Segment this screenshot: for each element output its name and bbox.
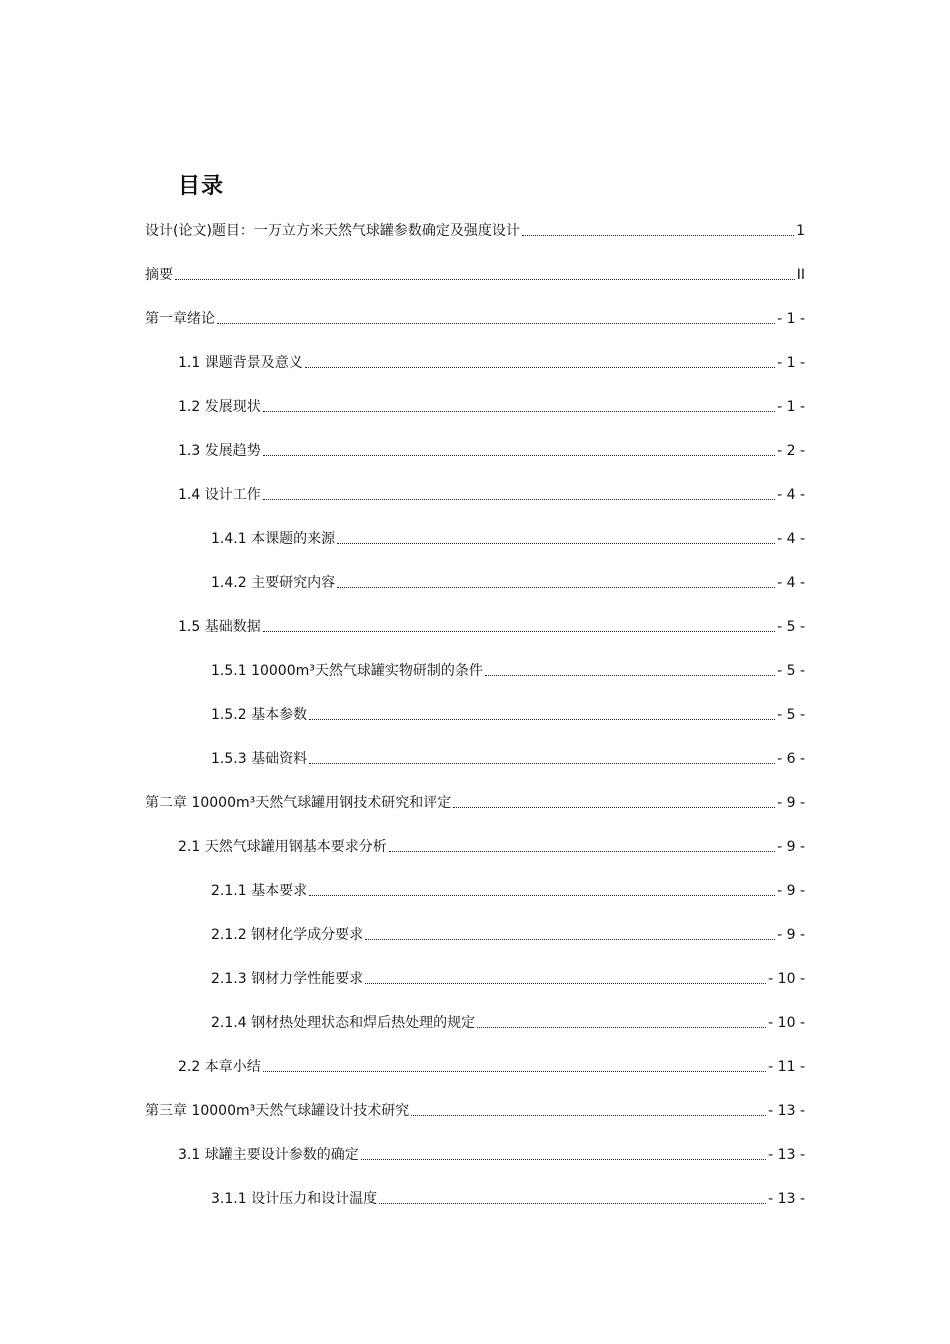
toc-entry[interactable] (178, 1140, 805, 1170)
toc-entry-label: 第三章 10000m³天然气球罐设计技术研究 (145, 1103, 410, 1119)
toc-entry-label: 2.1.4 钢材热处理状态和焊后热处理的规定 (211, 1015, 476, 1031)
toc-entry-page-number: - 1 - (777, 311, 805, 327)
toc-dot-leader (485, 675, 775, 676)
toc-entry[interactable] (211, 568, 805, 598)
toc-entry-label: 1.2 发展现状 (178, 399, 261, 415)
toc-entry-page-number: - 5 - (777, 663, 805, 679)
toc-entry-label: 设计(论文)题目：一万立方米天然气球罐参数确定及强度设计 (145, 223, 520, 239)
toc-entry-page-number: - 4 - (777, 487, 805, 503)
toc-entry[interactable] (145, 788, 805, 818)
toc-entry-label: 2.1.1 基本要求 (211, 883, 308, 899)
toc-entry-label: 第二章 10000m³天然气球罐用钢技术研究和评定 (145, 795, 452, 811)
toc-entry[interactable] (211, 700, 805, 730)
toc-dot-leader (361, 1159, 766, 1160)
toc-dot-leader (217, 323, 775, 324)
toc-dot-leader (411, 1115, 766, 1116)
toc-entry[interactable] (145, 304, 805, 334)
toc-entry-label: 1.4 设计工作 (178, 487, 261, 503)
toc-dot-leader (263, 411, 775, 412)
toc-entry[interactable] (145, 1096, 805, 1126)
toc-entry[interactable] (178, 436, 805, 466)
toc-dot-leader (263, 631, 775, 632)
toc-entry-page-number: - 9 - (777, 795, 805, 811)
toc-entry[interactable] (178, 612, 805, 642)
toc-entry-label: 1.5.1 10000m³天然气球罐实物研制的条件 (211, 663, 483, 679)
toc-entry-page-number: - 6 - (777, 751, 805, 767)
toc-dot-leader (263, 1071, 766, 1072)
toc-entry-page-number: - 9 - (777, 927, 805, 943)
toc-entry-label: 摘要 (145, 267, 173, 283)
toc-title: 目录 (178, 174, 225, 199)
toc-entry-page-number: - 11 - (768, 1059, 805, 1075)
toc-entry-page-number: - 10 - (768, 1015, 805, 1031)
toc-entry[interactable] (178, 832, 805, 862)
toc-entry[interactable] (178, 392, 805, 422)
toc-entry-page-number: - 1 - (777, 355, 805, 371)
toc-dot-leader (365, 983, 766, 984)
toc-entry-label: 1.5.3 基础资料 (211, 751, 308, 767)
toc-dot-leader (263, 499, 775, 500)
toc-entry-page-number: - 10 - (768, 971, 805, 987)
toc-dot-leader (305, 367, 775, 368)
toc-entry[interactable] (211, 524, 805, 554)
toc-entry-page-number: - 5 - (777, 619, 805, 635)
toc-entry[interactable] (178, 1052, 805, 1082)
toc-entry-page-number: - 5 - (777, 707, 805, 723)
toc-entry-label: 3.1 球罐主要设计参数的确定 (178, 1147, 359, 1163)
toc-entry[interactable] (178, 480, 805, 510)
toc-dot-leader (337, 543, 775, 544)
toc-entry[interactable] (211, 964, 805, 994)
toc-dot-leader (309, 763, 775, 764)
toc-entry-page-number: 1 (796, 223, 805, 239)
toc-entry-page-number: - 13 - (768, 1147, 805, 1163)
toc-entry-page-number: II (796, 267, 805, 283)
toc-entry-label: 1.3 发展趋势 (178, 443, 261, 459)
toc-dot-leader (337, 587, 775, 588)
toc-dot-leader (309, 719, 775, 720)
toc-entry[interactable] (211, 1008, 805, 1038)
toc-entry[interactable] (145, 216, 805, 246)
toc-entry-page-number: - 4 - (777, 575, 805, 591)
toc-entry[interactable] (211, 744, 805, 774)
toc-entry-page-number: - 13 - (768, 1191, 805, 1207)
toc-entry-label: 3.1.1 设计压力和设计温度 (211, 1191, 378, 1207)
toc-dot-leader (522, 235, 794, 236)
toc-dot-leader (389, 851, 775, 852)
toc-entry-label: 1.4.2 主要研究内容 (211, 575, 336, 591)
toc-dot-leader (309, 895, 775, 896)
toc-entry-label: 1.1 课题背景及意义 (178, 355, 303, 371)
toc-entry-label: 第一章绪论 (145, 311, 215, 327)
toc-entry-label: 1.5 基础数据 (178, 619, 261, 635)
toc-entry[interactable] (211, 876, 805, 906)
toc-entry[interactable] (211, 656, 805, 686)
toc-entry[interactable] (145, 260, 805, 290)
toc-entry-page-number: - 4 - (777, 531, 805, 547)
toc-dot-leader (477, 1027, 766, 1028)
toc-entry-label: 2.2 本章小结 (178, 1059, 261, 1075)
toc-dot-leader (263, 455, 775, 456)
toc-entry-label: 1.4.1 本课题的来源 (211, 531, 336, 547)
toc-dot-leader (365, 939, 775, 940)
toc-entry-label: 2.1 天然气球罐用钢基本要求分析 (178, 839, 387, 855)
toc-dot-leader (175, 279, 795, 280)
toc-entry-page-number: - 9 - (777, 883, 805, 899)
toc-entry-page-number: - 9 - (777, 839, 805, 855)
toc-entry-page-number: - 1 - (777, 399, 805, 415)
toc-entry[interactable] (178, 348, 805, 378)
toc-entry-page-number: - 13 - (768, 1103, 805, 1119)
toc-entry[interactable] (211, 920, 805, 950)
toc-dot-leader (379, 1203, 766, 1204)
toc-entry-label: 2.1.2 钢材化学成分要求 (211, 927, 364, 943)
toc-dot-leader (453, 807, 775, 808)
toc-entry-label: 2.1.3 钢材力学性能要求 (211, 971, 364, 987)
toc-entry-page-number: - 2 - (777, 443, 805, 459)
toc-entry-label: 1.5.2 基本参数 (211, 707, 308, 723)
toc-entry[interactable] (211, 1184, 805, 1214)
